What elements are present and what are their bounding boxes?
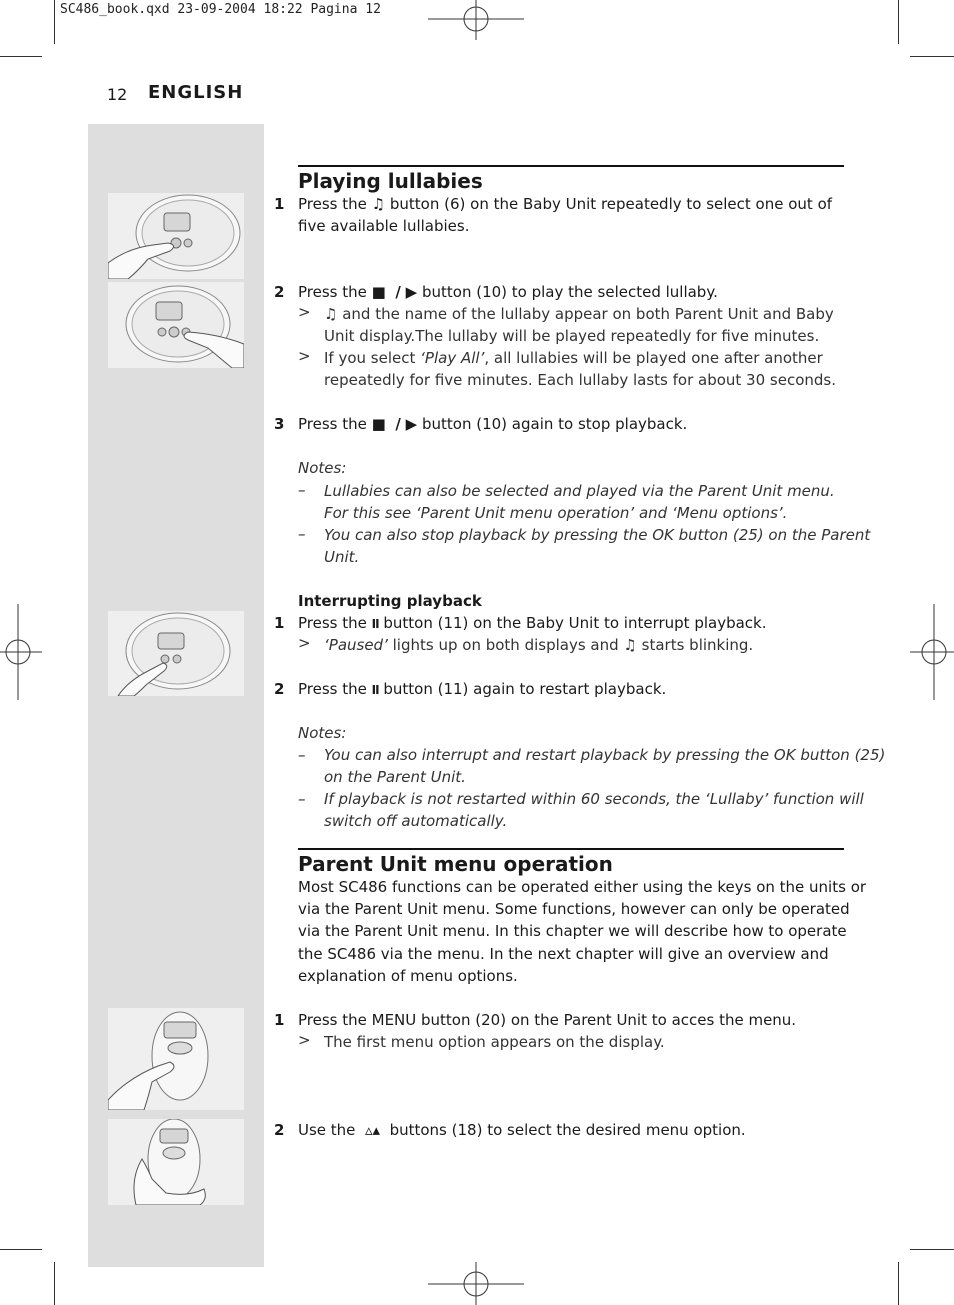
pause-icon: II <box>371 683 379 697</box>
baby-unit-illustration <box>108 282 244 368</box>
step-text: Press the II button (11) on the Baby Unit to interrupt playback. <box>298 612 767 635</box>
page-number: 12 <box>107 85 128 104</box>
step-number: 2 <box>274 1121 285 1139</box>
registration-mark <box>910 604 954 700</box>
crop-mark <box>910 56 954 57</box>
parent-unit-illustration <box>108 1119 244 1205</box>
crop-mark <box>898 1262 899 1305</box>
note-text: For this see ‘Parent Unit menu operation’ and ‘Menu options’. <box>324 504 788 522</box>
lullaby-note-icon: ♫ <box>324 305 338 323</box>
intro-line: the SC486 via the menu. In the next chapter will give an overview and <box>298 945 829 963</box>
note-text: on the Parent Unit. <box>324 768 466 786</box>
note-dash: – <box>298 481 306 499</box>
notes-label: Notes: <box>298 459 347 477</box>
result-text: Unit display.The lullaby will be played repeatedly for five minutes. <box>324 327 820 345</box>
note-text: switch off automatically. <box>324 812 508 830</box>
step-number: 2 <box>274 283 285 301</box>
stop-icon: ■ <box>371 283 386 301</box>
section-rule <box>298 848 844 850</box>
step-text: Press the ■ / ▶ button (10) again to stop playback. <box>298 415 688 433</box>
language-header: ENGLISH <box>148 82 244 103</box>
lullaby-note-icon: ♫ <box>623 636 637 654</box>
registration-mark <box>428 1262 524 1305</box>
note-text: You can also stop playback by pressing the OK button (25) on the Parent <box>324 526 871 544</box>
step-text: Press the MENU button (20) on the Parent Unit to acces the menu. <box>298 1011 797 1029</box>
crop-mark <box>910 1249 954 1250</box>
result-marker: > <box>298 303 311 321</box>
crop-mark <box>54 0 55 44</box>
note-dash: – <box>298 790 306 808</box>
notes-label: Notes: <box>298 724 347 742</box>
result-text: repeatedly for five minutes. Each lullaby lasts for about 30 seconds. <box>324 371 836 389</box>
crop-mark <box>898 0 899 44</box>
registration-mark <box>0 604 42 700</box>
note-dash: – <box>298 525 306 543</box>
print-slug: SC486_book.qxd 23-09-2004 18:22 Pagina 12 <box>60 2 381 17</box>
note-text: Unit. <box>324 548 360 566</box>
result-text: If you select ‘Play All’, all lullabies will be played one after another <box>324 349 823 367</box>
crop-mark <box>0 1249 42 1250</box>
section-title: Parent Unit menu operation <box>298 852 613 876</box>
step-text: Press the ♫ button (6) on the Baby Unit repeatedly to select one out of <box>298 195 833 213</box>
note-text: Lullabies can also be selected and played via the Parent Unit menu. <box>324 482 835 500</box>
baby-unit-illustration <box>108 193 244 279</box>
step-text: Press the ■ / ▶ button (10) to play the selected lullaby. <box>298 283 718 301</box>
intro-line: via the Parent Unit menu. Some functions, however can only be operated <box>298 900 850 918</box>
lullaby-note-icon: ♫ <box>371 195 386 213</box>
result-text: ♫ and the name of the lullaby appear on both Parent Unit and Baby <box>324 305 834 323</box>
play-icon: ▶ <box>405 283 418 301</box>
result-marker: > <box>298 1031 311 1049</box>
result-text: ‘Paused’ lights up on both displays and ♫ starts blinking. <box>324 636 754 654</box>
step-number: 2 <box>274 680 285 698</box>
section-rule <box>298 165 844 167</box>
step-number: 1 <box>274 614 285 632</box>
crop-mark <box>0 56 42 57</box>
step-text: Press the II button (11) again to restart playback. <box>298 678 666 701</box>
stop-icon: ■ <box>371 415 386 433</box>
result-text: The first menu option appears on the display. <box>324 1033 665 1051</box>
intro-line: via the Parent Unit menu. In this chapter we will describe how to operate <box>298 922 847 940</box>
intro-line: Most SC486 functions can be operated either using the keys on the units or <box>298 878 867 896</box>
note-text: You can also interrupt and restart playback by pressing the OK button (25) <box>324 746 886 764</box>
step-number: 1 <box>274 1011 285 1029</box>
result-marker: > <box>298 634 311 652</box>
subsection-title: Interrupting playback <box>298 592 482 610</box>
play-icon: ▶ <box>405 415 418 433</box>
step-text: Use the ▵▴ buttons (18) to select the desired menu option. <box>298 1121 746 1139</box>
up-down-icon: ▵▴ <box>364 1121 381 1139</box>
step-text: five available lullabies. <box>298 217 470 235</box>
step-number: 1 <box>274 195 285 213</box>
note-text: If playback is not restarted within 60 seconds, the ‘Lullaby’ function will <box>324 790 864 808</box>
baby-unit-illustration <box>108 611 244 696</box>
note-dash: – <box>298 746 306 764</box>
step-number: 3 <box>274 415 285 433</box>
crop-mark <box>54 1262 55 1305</box>
registration-mark <box>428 0 524 40</box>
result-marker: > <box>298 347 311 365</box>
parent-unit-illustration <box>108 1008 244 1110</box>
intro-line: explanation of menu options. <box>298 967 518 985</box>
section-title: Playing lullabies <box>298 169 483 193</box>
pause-icon: II <box>371 617 379 631</box>
